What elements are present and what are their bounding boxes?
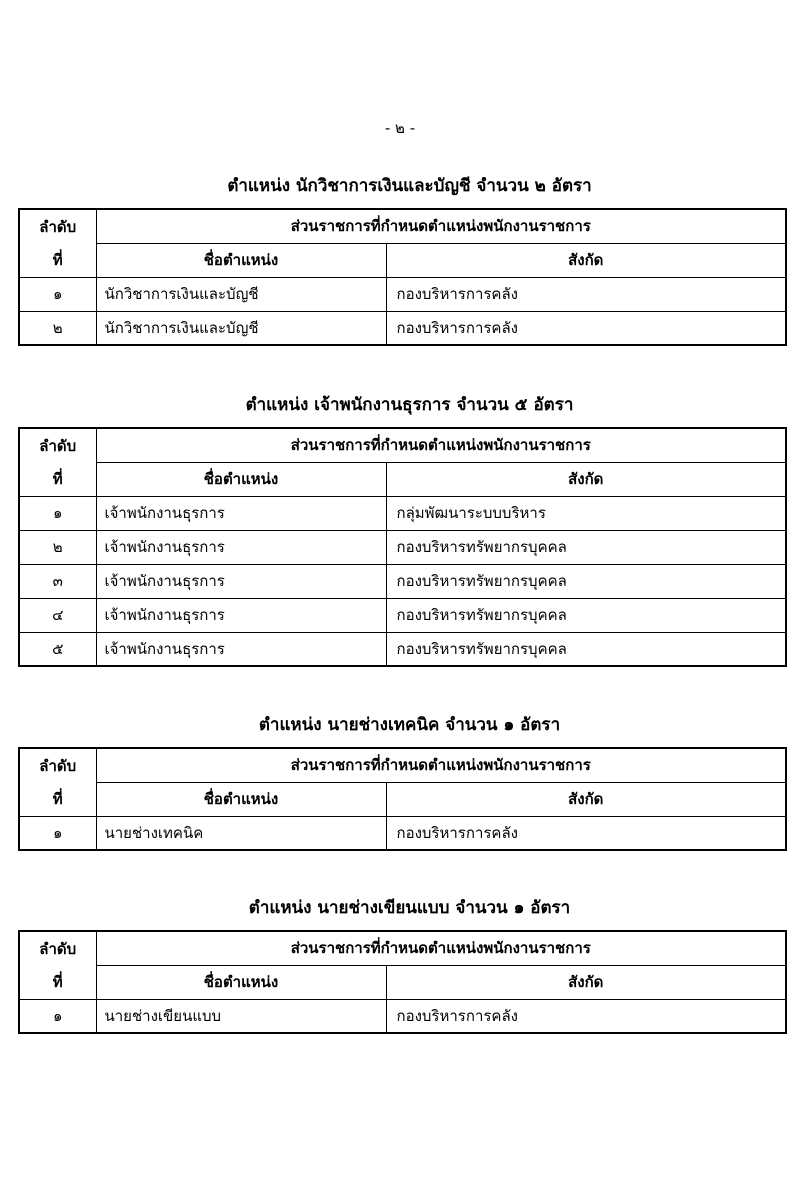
row-affiliation: กองบริหารการคลัง	[386, 311, 786, 345]
table-row	[19, 598, 786, 632]
section-title: ตำแหน่ง เจ้าพนักงานธุรการ จำนวน ๕ อัตรา	[245, 395, 574, 415]
header-group: ส่วนราชการที่กำหนดตำแหน่งพนักงานราชการ	[96, 428, 786, 462]
header-order-bottom: ที่	[19, 782, 96, 816]
row-position-name: เจ้าพนักงานธุรการ	[96, 496, 386, 530]
row-number: ๑	[19, 816, 96, 850]
table-row	[19, 999, 786, 1033]
table-row	[19, 277, 786, 311]
section-title: ตำแหน่ง นายช่างเขียนแบบ จำนวน ๑ อัตรา	[248, 898, 571, 918]
table-row	[19, 496, 786, 530]
position-table	[18, 747, 787, 851]
header-position-name: ชื่อตำแหน่ง	[96, 243, 386, 277]
row-number: ๑	[19, 999, 96, 1033]
row-number: ๒	[19, 311, 96, 345]
section-title: ตำแหน่ง นายช่างเทคนิค จำนวน ๑ อัตรา	[258, 715, 561, 735]
row-affiliation: กองบริหารทรัพยากรบุคคล	[386, 564, 786, 598]
row-number: ๕	[19, 632, 96, 666]
row-number: ๑	[19, 496, 96, 530]
row-position-name: เจ้าพนักงานธุรการ	[96, 564, 386, 598]
row-number: ๓	[19, 564, 96, 598]
header-order-bottom: ที่	[19, 462, 96, 496]
header-order-bottom: ที่	[19, 243, 96, 277]
row-position-name: เจ้าพนักงานธุรการ	[96, 632, 386, 666]
row-position-name: เจ้าพนักงานธุรการ	[96, 530, 386, 564]
header-affiliation: สังกัด	[386, 462, 786, 496]
row-affiliation: กองบริหารการคลัง	[386, 816, 786, 850]
table-row	[19, 632, 786, 666]
section-admin-officer	[18, 391, 785, 667]
row-affiliation: กองบริหารการคลัง	[386, 277, 786, 311]
row-number: ๒	[19, 530, 96, 564]
row-number: ๑	[19, 277, 96, 311]
table-row	[19, 564, 786, 598]
section-finance-officer	[18, 172, 785, 346]
position-table	[18, 427, 787, 667]
row-number: ๔	[19, 598, 96, 632]
row-position-name: เจ้าพนักงานธุรการ	[96, 598, 386, 632]
row-position-name: นักวิชาการเงินและบัญชี	[96, 277, 386, 311]
row-position-name: นายช่างเทคนิค	[96, 816, 386, 850]
header-order-top: ลำดับ	[19, 931, 96, 965]
header-group: ส่วนราชการที่กำหนดตำแหน่งพนักงานราชการ	[96, 748, 786, 782]
row-affiliation: กองบริหารทรัพยากรบุคคล	[386, 530, 786, 564]
header-affiliation: สังกัด	[386, 243, 786, 277]
position-table	[18, 208, 787, 346]
row-affiliation: กองบริหารการคลัง	[386, 999, 786, 1033]
page-number: - ๒ -	[384, 119, 416, 137]
header-order-top: ลำดับ	[19, 209, 96, 243]
header-group: ส่วนราชการที่กำหนดตำแหน่งพนักงานราชการ	[96, 209, 786, 243]
row-position-name: นักวิชาการเงินและบัญชี	[96, 311, 386, 345]
table-row	[19, 311, 786, 345]
header-order-top: ลำดับ	[19, 748, 96, 782]
row-affiliation: กลุ่มพัฒนาระบบบริหาร	[386, 496, 786, 530]
header-order-top: ลำดับ	[19, 428, 96, 462]
position-table	[18, 930, 787, 1034]
section-technician	[18, 711, 785, 851]
row-affiliation: กองบริหารทรัพยากรบุคคล	[386, 598, 786, 632]
header-position-name: ชื่อตำแหน่ง	[96, 965, 386, 999]
header-position-name: ชื่อตำแหน่ง	[96, 782, 386, 816]
row-position-name: นายช่างเขียนแบบ	[96, 999, 386, 1033]
section-title: ตำแหน่ง นักวิชาการเงินและบัญชี จำนวน ๒ อัตรา	[227, 176, 592, 196]
table-row	[19, 816, 786, 850]
header-affiliation: สังกัด	[386, 965, 786, 999]
header-group: ส่วนราชการที่กำหนดตำแหน่งพนักงานราชการ	[96, 931, 786, 965]
section-draftsman	[18, 894, 785, 1034]
table-row	[19, 530, 786, 564]
header-affiliation: สังกัด	[386, 782, 786, 816]
header-position-name: ชื่อตำแหน่ง	[96, 462, 386, 496]
header-order-bottom: ที่	[19, 965, 96, 999]
row-affiliation: กองบริหารทรัพยากรบุคคล	[386, 632, 786, 666]
